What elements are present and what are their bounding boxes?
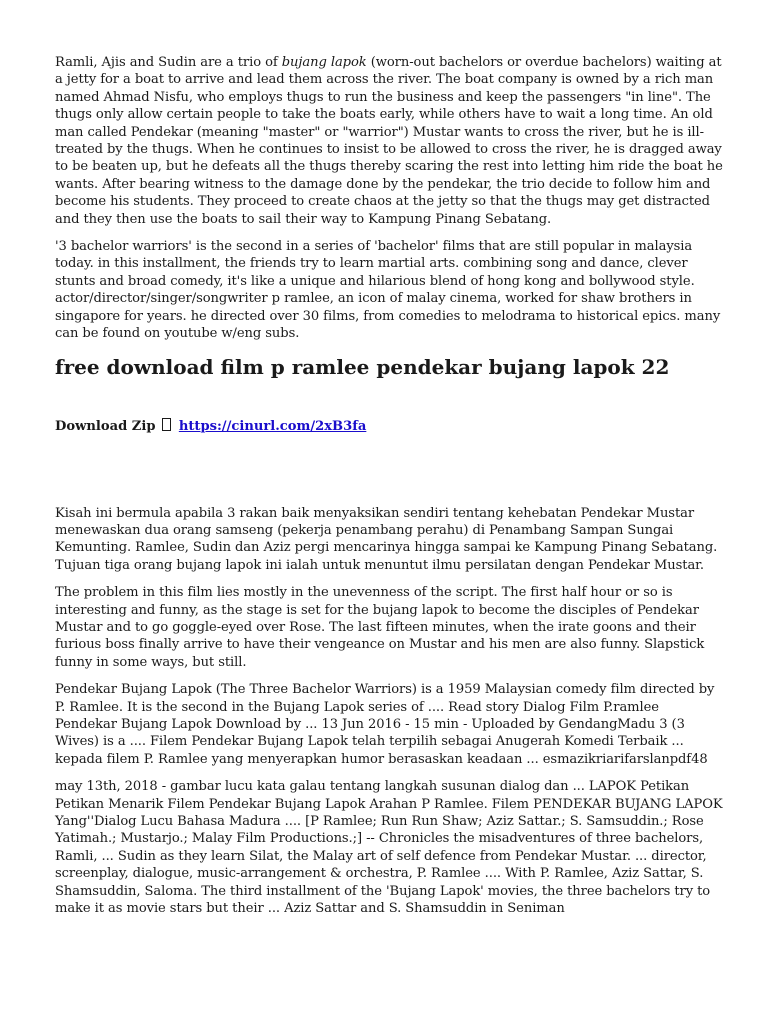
- intro-p1-text-after: (worn-out bachelors or overdue bachelors) waiting at a jetty for a boat to arrive and lead them across the river. The boat company is owned by a rich man named Ahmad Nisfu, who employs thugs to run the business and keep the passengers "in line". The thugs only allow certain people to take the boats early, while others have to wait a long time. An old man called Pendekar (meaning "master" or "warrior") Mustar wants to cross the river, but he is ill-treated by the thugs. When he continues to insist to be allowed to cross the river, he is dragged away to be beaten up, but he defeats all the thugs thereby scaring the rest into letting him ride the boat he wants. After bearing witness to the damage done by the pendekar, the trio decide to follow him and become his students. They proceed to create chaos at the jetty so that the thugs may get distracted and they then use the boats to sail their way to Kampung Pinang Sebatang.: [55, 55, 723, 227]
- document-page: [55, 54, 723, 927]
- body-paragraph-2: The problem in this film lies mostly in the unevenness of the script. The first half hour or so is interesting and funny, as the stage is set for the bujang lapok to become the disciples of Pendekar Mustar and to go goggle-eyed over Rose. The last fifteen minutes, when the irate goons and their furious boss finally arrive to have their vengeance on Mustar and his men are also funny. Slapstick funny in some ways, but still.: [55, 585, 705, 670]
- blank-space: [55, 435, 723, 505]
- body-paragraph-1: Kisah ini bermula apabila 3 rakan baik menyaksikan sendiri tentang kehebatan Pendekar Mustar menewaskan dua orang samseng (pekerja penambang perahu) di Penambang Sampan Sungai Kemunting. Ramlee, Sudin dan Aziz pergi mencarinya hingga sampai ke Kampung Pinang Sebatang. Tujuan tiga orang bujang lapok ini ialah untuk menuntut ilmu persilatan dengan Pendekar Mustar.: [55, 505, 718, 573]
- intro-p1-italic-term: bujang lapok: [281, 55, 367, 70]
- intro-paragraph-2: '3 bachelor warriors' is the second in a series of 'bachelor' films that are still popular in malaysia today. in this installment, the friends try to learn martial arts. combining song and dance, clever stunts and broad comedy, it's like a unique and hilarious blend of hong kong and bollywood style. actor/director/singer/songwriter p ramlee, an icon of malay cinema, worked for shaw brothers in singapore for years. he directed over 30 films, from comedies to melodrama to historical epics. many can be found on youtube w/eng subs.: [55, 239, 721, 342]
- download-link[interactable]: https://cinurl.com/2xB3fa: [178, 418, 367, 434]
- page-heading: free download film p ramlee pendekar bujang lapok 22: [55, 354, 670, 379]
- intro-p1-text-before: Ramli, Ajis and Sudin are a trio of: [55, 55, 282, 70]
- missing-glyph-icon: [162, 418, 171, 431]
- body-paragraph-4: may 13th, 2018 - gambar lucu kata galau tentang langkah susunan dialog dan ... LAPOK Petikan Petikan Menarik Filem Pendekar Bujang Lapok Arahan P Ramlee. Filem PENDEKAR BUJANG LAPOK Yang''Dialog Lucu Bahasa Madura .... [P Ramlee; Run Run Shaw; Aziz Sattar.; S. Samsuddin.; Rose Yatimah.; Mustarjo.; Malay Film Productions.;] -- Chronicles the misadventures of three bachelors, Ramli, ... Sudin as they learn Silat, the Malay art of self defence from Pendekar Mustar. ... director, screenplay, dialogue, music-arrangement & orchestra, P. Ramlee .... With P. Ramlee, Aziz Sattar, S. Shamsuddin, Saloma. The third installment of the 'Bujang Lapok' movies, the three bachelors try to make it as movie stars but their ... Aziz Sattar and S. Shamsuddin in Seniman: [55, 779, 723, 917]
- download-row: [55, 418, 723, 435]
- intro-paragraph-1: [55, 54, 723, 228]
- download-label: Download Zip: [55, 418, 156, 434]
- body-paragraph-3: Pendekar Bujang Lapok (The Three Bachelor Warriors) is a 1959 Malaysian comedy film directed by P. Ramlee. It is the second in the Bujang Lapok series of .... Read story Dialog Film P.ramlee Pendekar Bujang Lapok Download by ... 13 Jun 2016 - 15 min - Uploaded by GendangMadu 3 (3 Wives) is a .... Filem Pendekar Bujang Lapok telah terpilih sebagai Anugerah Komedi Terbaik ... kepada filem P. Ramlee yang menyerapkan humor berasaskan keadaan ... esmazikriarifarslanpdf48: [55, 682, 715, 767]
